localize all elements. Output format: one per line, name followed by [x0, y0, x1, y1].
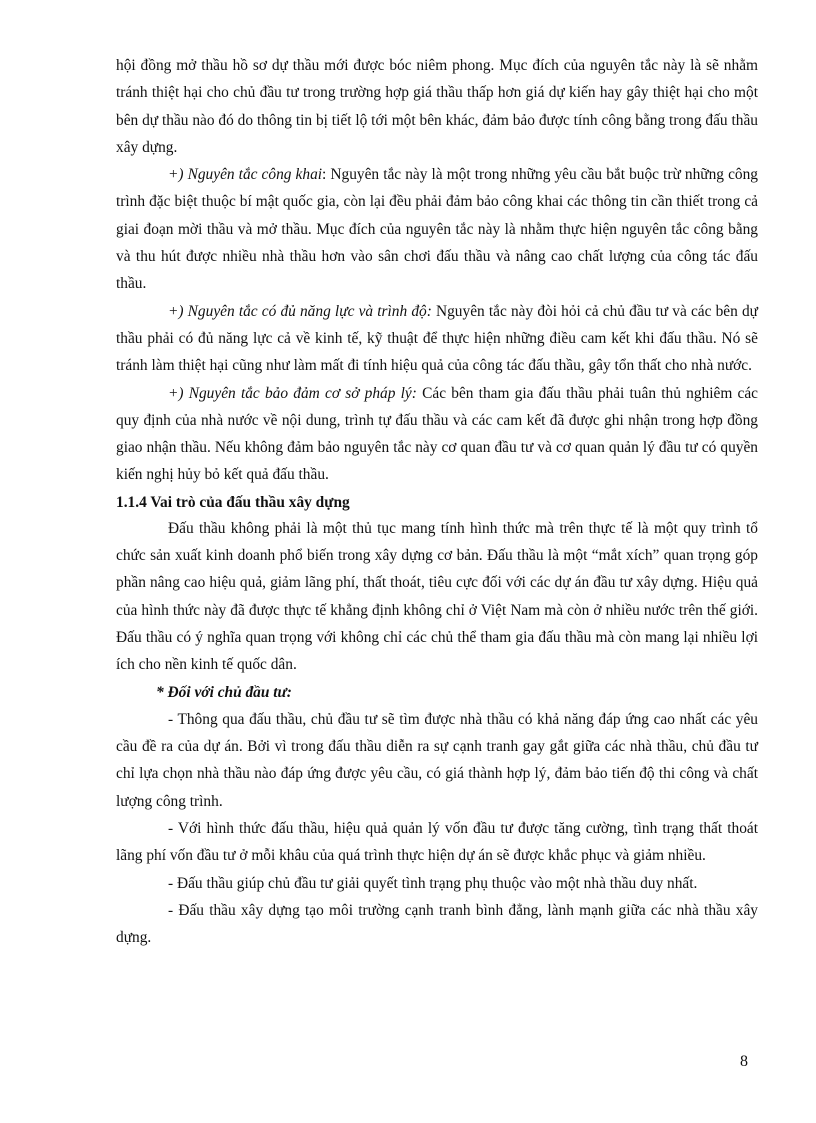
subsection-heading: * Đối với chủ đầu tư: — [156, 683, 292, 701]
paragraph-principle-public — [116, 161, 758, 297]
principle-title: +) Nguyên tắc bảo đảm cơ sở pháp lý: — [168, 384, 417, 402]
paragraph-principle-capacity — [116, 298, 758, 380]
principle-body: : Nguyên tắc này là một trong những yêu cầu bắt buộc trừ những công trình đặc biệt thuộc bí mật quốc gia, còn lại đều phải đảm bảo công khai các thông tin cần thiết trong cả giai đoạn mời thầu và mở thầu. Mục đích của nguyên tắc này là nhằm thực hiện nguyên tắc công bằng và thu hút được nhiều nhà thầu hơn vào sân chơi đấu thầu và nâng cao chất lượng của công tác đấu thầu. — [116, 166, 758, 293]
paragraph-principle-legal — [116, 380, 758, 489]
section-paragraph: Đấu thầu không phải là một thủ tục mang tính hình thức mà trên thực tế là một quy trình tổ chức sản xuất kinh doanh phổ biến trong xây dựng cơ bản. Đấu thầu là một “mắt xích” quan trọng góp phần nâng cao hiệu quả, giảm lãng phí, thất thoát, tiêu cực đối với các dự án đầu tư xây dựng. Hiệu quả của hình thức này đã được thực tế khẳng định không chỉ ở Việt Nam mà còn ở nhiều nước trên thế giới. Đấu thầu có ý nghĩa quan trọng với không chỉ các chủ thể tham gia đấu thầu mà còn mang lại nhiều lợi ích cho nền kinh tế quốc dân. — [116, 519, 758, 674]
principle-body: Nguyên tắc này đòi hỏi cả chủ đầu tư và các bên dự thầu phải có đủ năng lực cả về kinh tế, kỹ thuật để thực hiện những điều cam kết khi đấu thầu. Nó sẽ tránh làm thiệt hại cũng như làm mất đi tính hiệu quả của công tác đấu thầu, gây tổn thất cho nhà nước. — [116, 302, 758, 375]
section-heading: 1.1.4 Vai trò của đấu thầu xây dựng — [116, 493, 350, 511]
principle-title: +) Nguyên tắc có đủ năng lực và trình độ: — [168, 302, 432, 320]
bullet-item: - Đấu thầu xây dựng tạo môi trường cạnh tranh bình đẳng, lành mạnh giữa các nhà thầu xây dựng. — [116, 901, 758, 947]
principle-body: Các bên tham gia đấu thầu phải tuân thủ nghiêm các quy định của nhà nước về nội dung, trình tự đấu thầu và các cam kết đã được ghi nhận trong hợp đồng giao nhận thầu. Nếu không đảm bảo nguyên tắc này cơ quan đầu tư và cơ quan quản lý đầu tư có quyền kiến nghị hủy bỏ kết quả đấu thầu. — [116, 384, 758, 484]
page-content — [116, 52, 758, 952]
bullet-item: - Đấu thầu giúp chủ đầu tư giải quyết tình trạng phụ thuộc vào một nhà thầu duy nhất. — [168, 874, 698, 892]
bullet-item: - Thông qua đấu thầu, chủ đầu tư sẽ tìm được nhà thầu có khả năng đáp ứng cao nhất các yêu cầu đề ra của dự án. Bởi vì trong đấu thầu diễn ra sự cạnh tranh gay gắt giữa các nhà thầu, chủ đầu tư chỉ lựa chọn nhà thầu nào đáp ứng được yêu cầu, có giá thành hợp lý, đảm bảo tiến độ thi công và chất lượng công trình. — [116, 710, 758, 810]
bullet-item: - Với hình thức đấu thầu, hiệu quả quản lý vốn đầu tư được tăng cường, tình trạng thất thoát lãng phí vốn đầu tư ở mỗi khâu của quá trình thực hiện dự án sẽ được khắc phục và giảm nhiều. — [116, 820, 758, 865]
principle-title: +) Nguyên tắc công khai — [168, 166, 323, 184]
paragraph-continuation: hội đồng mở thầu hồ sơ dự thầu mới được bóc niêm phong. Mục đích của nguyên tắc này là sẽ nhằm tránh thiệt hại cho chủ đầu tư trong trường hợp giá thầu thấp hơn giá dự kiến hay gây thiệt hại cho một bên dự thầu nào đó do thông tin bị tiết lộ tới một bên khác, đảm bảo được tính công bằng trong đấu thầu xây dựng. — [116, 57, 758, 156]
page-number: 8 — [740, 1053, 748, 1070]
